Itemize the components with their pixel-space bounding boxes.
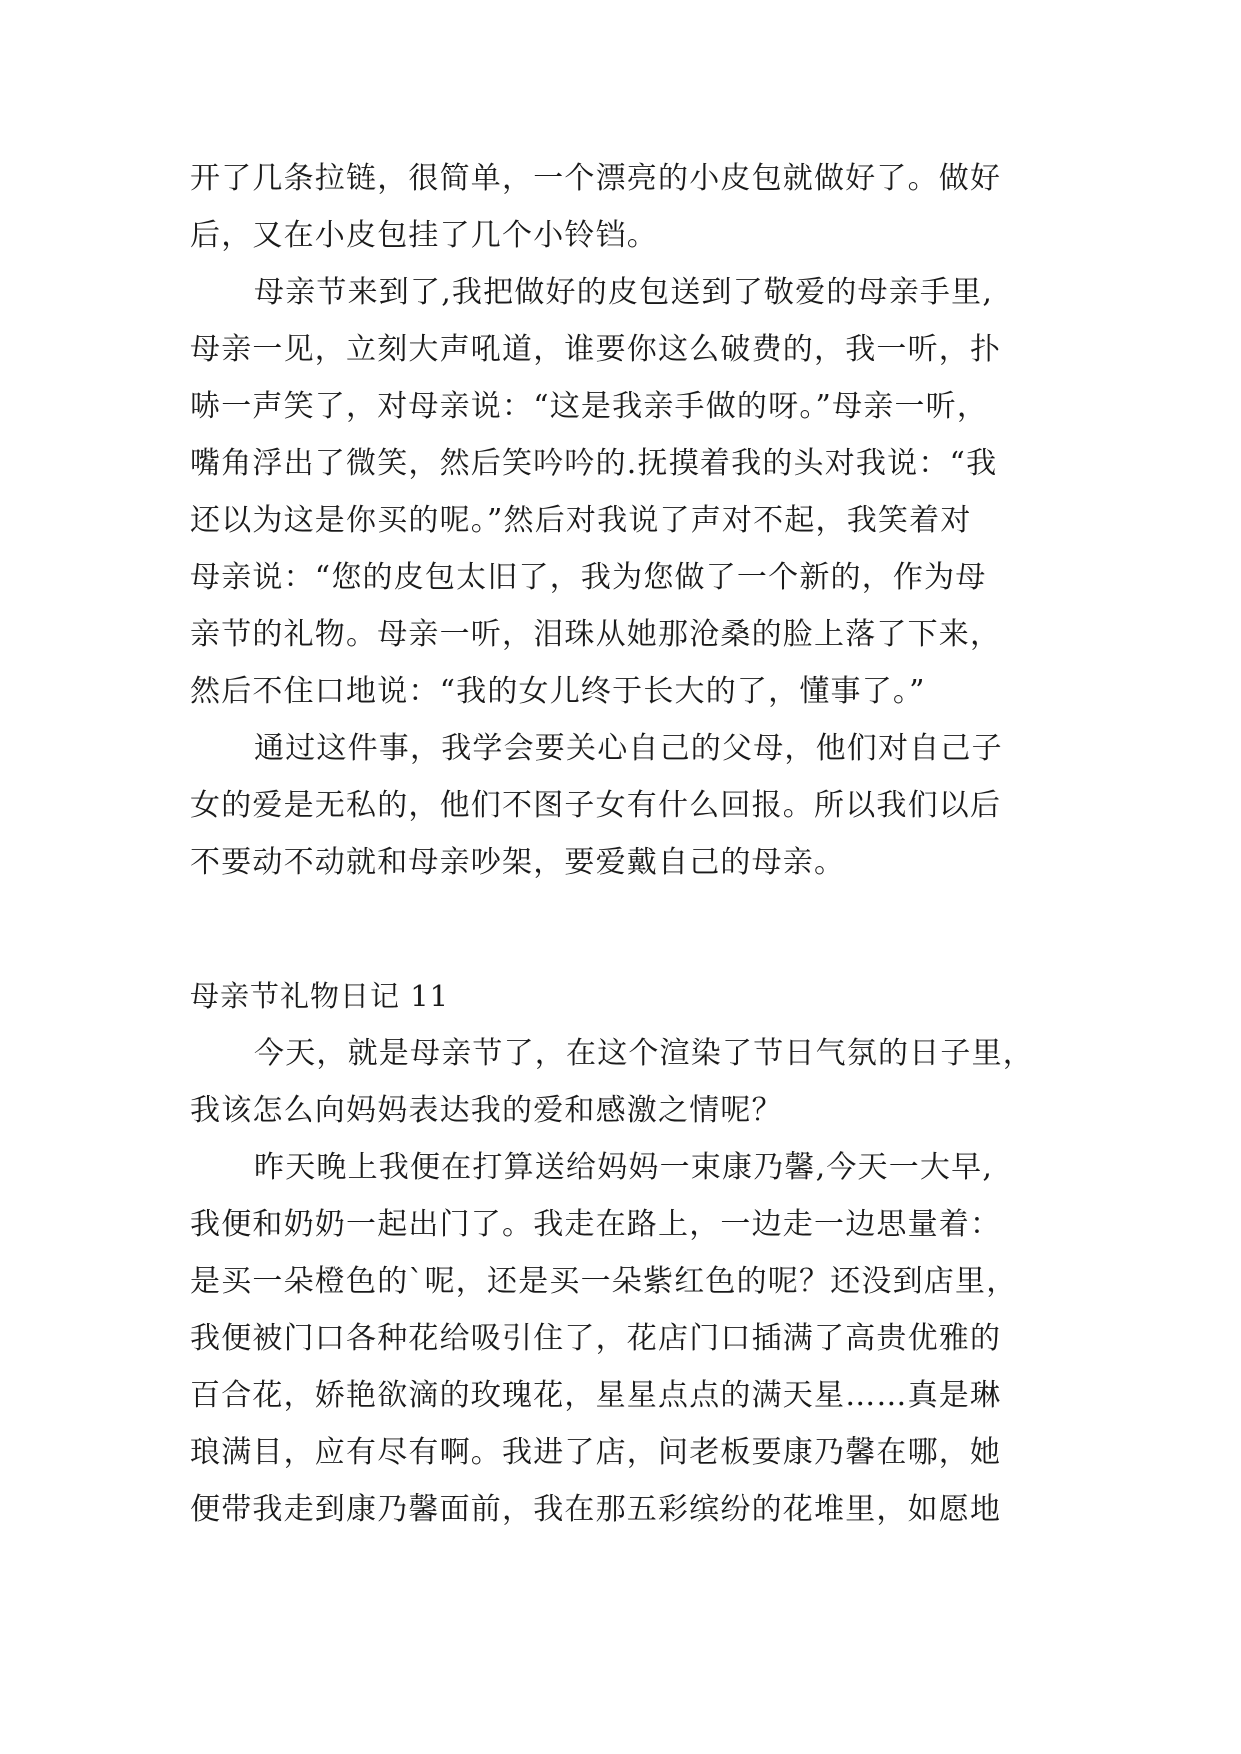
body-text-section-2 (190, 1025, 1090, 1538)
text-line: 哧一声笑了，对母亲说：“这是我亲手做的呀。”母亲一听， (190, 389, 989, 424)
text-line: 琅满目，应有尽有啊。我进了店，问老板要康乃馨在哪，她 (190, 1435, 1002, 1470)
text-line: 亲节的礼物。母亲一听，泪珠从她那沧桑的脸上落了下来， (190, 617, 1002, 652)
paragraph-start-line: 昨天晚上我便在打算送给妈妈一束康乃馨,今天一大早, (254, 1150, 994, 1185)
text-line: 我该怎么向妈妈表达我的爱和感激之情呢？ (190, 1093, 783, 1128)
paragraph-start-line: 今天，就是母亲节了，在这个渲染了节日气氛的日子里， (254, 1036, 1034, 1071)
text-line: 我便和奶奶一起出门了。我走在路上，一边走一边思量着： (190, 1207, 1002, 1242)
text-line: 母亲一见，立刻大声吼道，谁要你这么破费的，我一听，扑 (190, 332, 1002, 367)
text-line: 我便被门口各种花给吸引住了，花店门口插满了高贵优雅的 (190, 1321, 1002, 1356)
text-line: 百合花，娇艳欲滴的玫瑰花，星星点点的满天星……真是琳 (190, 1378, 1002, 1413)
text-line: 还以为这是你买的呢。”然后对我说了声对不起，我笑着对 (190, 503, 972, 538)
text-line: 后，又在小皮包挂了几个小铃铛。 (190, 218, 658, 253)
text-line: 便带我走到康乃馨面前，我在那五彩缤纷的花堆里，如愿地 (190, 1492, 1002, 1527)
text-line: 不要动不动就和母亲吵架，要爱戴自己的母亲。 (190, 845, 846, 880)
text-line: 开了几条拉链，很简单，一个漂亮的小皮包就做好了。做好 (190, 161, 1002, 196)
paragraph-start-line: 通过这件事，我学会要关心自己的父母，他们对自己子 (254, 731, 1003, 766)
text-line: 嘴角浮出了微笑，然后笑吟吟的.抚摸着我的头对我说：“我 (190, 446, 998, 481)
text-line: 然后不住口地说：“我的女儿终于长大的了，懂事了。” (190, 674, 926, 709)
text-line: 母亲说：“您的皮包太旧了，我为您做了一个新的，作为母 (190, 560, 987, 595)
text-line: 是买一朵橙色的`呢，还是买一朵紫红色的呢？还没到店里， (190, 1264, 1018, 1299)
paragraph-start-line: 母亲节来到了,我把做好的皮包送到了敬爱的母亲手里, (254, 275, 994, 310)
diary-heading: 母亲节礼物日记 11 (190, 979, 450, 1013)
text-line: 女的爱是无私的，他们不图子女有什么回报。所以我们以后 (190, 788, 1002, 823)
body-text-section-1 (190, 150, 1090, 891)
